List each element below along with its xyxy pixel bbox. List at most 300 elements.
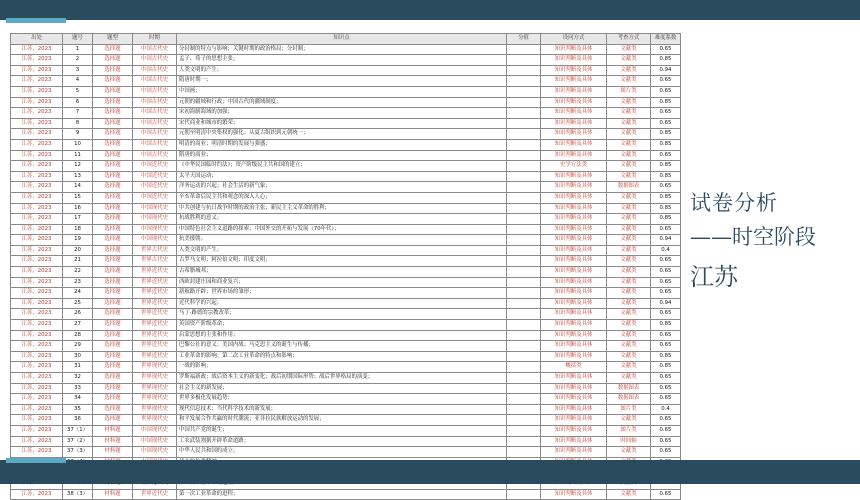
cell-difficulty: 0.85 — [651, 171, 681, 182]
cell-score — [507, 139, 541, 150]
table-row — [11, 362, 681, 373]
table-row — [11, 245, 681, 256]
cell-point: 隋唐时期一； — [177, 76, 507, 87]
table-row — [11, 97, 681, 108]
cell-ability: 文献类 — [607, 277, 651, 288]
cell-period: 世界近代史 — [133, 288, 177, 299]
cell-method: 知识判断及具体 — [541, 192, 607, 203]
cell-difficulty: 0.85 — [651, 97, 681, 108]
cell-type: 选择题 — [93, 97, 133, 108]
cell-type: 选择题 — [93, 309, 133, 320]
cell-type: 选择题 — [93, 351, 133, 362]
cell-type: 选择题 — [93, 404, 133, 415]
cell-point: 新航路开辟；世界市场的雏形； — [177, 288, 507, 299]
table-row — [11, 86, 681, 97]
cell-point: 社会主义的新发展； — [177, 383, 507, 394]
cell-ability: 文献类 — [607, 415, 651, 426]
cell-difficulty: 0.65 — [651, 309, 681, 320]
cell-num: 24 — [63, 288, 93, 299]
cell-type: 选择题 — [93, 192, 133, 203]
cell-method: 知识判断及具体 — [541, 436, 607, 447]
cell-point: 宋初海制海域的加强； — [177, 108, 507, 119]
cell-ability: 文献类 — [607, 235, 651, 246]
cell-ability: 文献类 — [607, 44, 651, 55]
cell-difficulty: 0.4 — [651, 404, 681, 415]
cell-point: 辛亥革命后民主共和观念的深入人心； — [177, 192, 507, 203]
cell-period: 中国现代史 — [133, 447, 177, 458]
cell-method: 知识判断及具体 — [541, 182, 607, 193]
cell-method: 知识判断及具体 — [541, 383, 607, 394]
cell-year: 江苏，2023 — [11, 108, 63, 119]
cell-method: 知识判断及具体 — [541, 129, 607, 140]
cell-period: 中国古代史 — [133, 150, 177, 161]
cell-type: 选择题 — [93, 267, 133, 278]
cell-point: 太平天国运动； — [177, 171, 507, 182]
cell-num: 19 — [63, 235, 93, 246]
cell-difficulty: 0.65 — [651, 118, 681, 129]
cell-ability: 时间轴 — [607, 436, 651, 447]
cell-type: 选择题 — [93, 86, 133, 97]
cell-score — [507, 203, 541, 214]
cell-period: 中国古代史 — [133, 108, 177, 119]
cell-period: 中国古代史 — [133, 55, 177, 66]
cell-method: 知识判断及具体 — [541, 309, 607, 320]
cell-point: 工农武装割据开辟革命道路； — [177, 436, 507, 447]
cell-year: 江苏，2023 — [11, 76, 63, 87]
cell-num: 21 — [63, 256, 93, 267]
cell-difficulty: 0.65 — [651, 224, 681, 235]
cell-method: 知识判断及具体 — [541, 288, 607, 299]
table-row — [11, 298, 681, 309]
cell-period: 中国现代史 — [133, 214, 177, 225]
cell-difficulty: 0.65 — [651, 150, 681, 161]
cell-method: 知识判断及具体 — [541, 76, 607, 87]
cell-num: 23 — [63, 277, 93, 288]
cell-method: 知识判断及具体 — [541, 330, 607, 341]
cell-score — [507, 214, 541, 225]
header-ability: 考查方式 — [607, 34, 651, 45]
cell-ability: 文献类 — [607, 214, 651, 225]
cell-ability: 文献类 — [607, 76, 651, 87]
cell-type: 选择题 — [93, 150, 133, 161]
cell-score — [507, 192, 541, 203]
cell-year: 江苏，2023 — [11, 214, 63, 225]
cell-num: 3 — [63, 65, 93, 76]
cell-year: 江苏，2023 — [11, 129, 63, 140]
cell-num: 5 — [63, 86, 93, 97]
cell-year: 江苏，2023 — [11, 65, 63, 76]
cell-year: 江苏，2023 — [11, 171, 63, 182]
cell-num: 26 — [63, 309, 93, 320]
cell-year: 江苏，2023 — [11, 256, 63, 267]
cell-score — [507, 309, 541, 320]
cell-score — [507, 383, 541, 394]
cell-num: 31 — [63, 362, 93, 373]
cell-ability: 文献类 — [607, 55, 651, 66]
cell-num: 17 — [63, 214, 93, 225]
cell-year: 江苏，2023 — [11, 394, 63, 405]
cell-score — [507, 97, 541, 108]
cell-method: 知识判断及具体 — [541, 108, 607, 119]
table-row — [11, 118, 681, 129]
cell-type: 选择题 — [93, 182, 133, 193]
cell-year: 江苏，2023 — [11, 139, 63, 150]
cell-score — [507, 55, 541, 66]
cell-point: 抗战胜利的意义； — [177, 214, 507, 225]
cell-difficulty: 0.65 — [651, 447, 681, 458]
table-row — [11, 341, 681, 352]
cell-point: 罗斯福新政；战后资本主义的新变化；战后初期国际形势；战后世界格局的演变； — [177, 373, 507, 384]
cell-period: 世界近代史 — [133, 351, 177, 362]
cell-year: 江苏，2023 — [11, 404, 63, 415]
cell-score — [507, 394, 541, 405]
cell-point: 人类文明的产生； — [177, 65, 507, 76]
cell-ability: 文献类 — [607, 97, 651, 108]
cell-score — [507, 425, 541, 436]
cell-year: 江苏，2023 — [11, 55, 63, 66]
cell-num: 18 — [63, 224, 93, 235]
cell-type: 选择题 — [93, 118, 133, 129]
bottom-banner — [0, 460, 860, 484]
cell-year: 江苏，2023 — [11, 383, 63, 394]
cell-type: 选择题 — [93, 129, 133, 140]
table-row — [11, 55, 681, 66]
cell-num: 15 — [63, 192, 93, 203]
cell-ability: 文献类 — [607, 267, 651, 278]
cell-num: 2 — [63, 55, 93, 66]
table-header-row — [11, 34, 681, 45]
cell-year: 江苏，2023 — [11, 245, 63, 256]
cell-period: 世界近代史 — [133, 330, 177, 341]
cell-ability: 文献类 — [607, 330, 651, 341]
cell-num: 37（3） — [63, 447, 93, 458]
cell-difficulty: 0.94 — [651, 235, 681, 246]
table-row — [11, 277, 681, 288]
table-row — [11, 373, 681, 384]
cell-period: 中国现代史 — [133, 436, 177, 447]
cell-period: 世界古代史 — [133, 245, 177, 256]
cell-period: 世界近代史 — [133, 320, 177, 331]
cell-ability: 文献类 — [607, 298, 651, 309]
table-row — [11, 235, 681, 246]
cell-difficulty: 0.85 — [651, 214, 681, 225]
cell-period: 中国古代史 — [133, 65, 177, 76]
cell-type: 选择题 — [93, 108, 133, 119]
cell-type: 选择题 — [93, 288, 133, 299]
cell-num: 9 — [63, 129, 93, 140]
table-row — [11, 447, 681, 458]
cell-num: 33 — [63, 383, 93, 394]
cell-ability: 文献类 — [607, 161, 651, 172]
cell-method: 知识判断及具体 — [541, 235, 607, 246]
cell-score — [507, 182, 541, 193]
cell-num: 35 — [63, 404, 93, 415]
cell-num: 14 — [63, 182, 93, 193]
cell-year: 江苏，2023 — [11, 436, 63, 447]
cell-point: 现代信息技术；当代科学技术的新发展； — [177, 404, 507, 415]
cell-period: 世界现代史 — [133, 383, 177, 394]
cell-year: 江苏，2023 — [11, 447, 63, 458]
cell-score — [507, 118, 541, 129]
cell-method: 知识判断及具体 — [541, 256, 607, 267]
cell-year: 江苏，2023 — [11, 203, 63, 214]
cell-method: 概括类 — [541, 362, 607, 373]
cell-score — [507, 489, 541, 500]
cell-type: 选择题 — [93, 55, 133, 66]
cell-num: 25 — [63, 298, 93, 309]
cell-type: 选择题 — [93, 139, 133, 150]
cell-method: 知识判断及具体 — [541, 118, 607, 129]
cell-num: 37（1） — [63, 425, 93, 436]
cell-score — [507, 298, 541, 309]
cell-ability: 文献类 — [607, 309, 651, 320]
cell-num: 32 — [63, 373, 93, 384]
cell-type: 材料题 — [93, 425, 133, 436]
cell-period: 中国古代史 — [133, 118, 177, 129]
cell-point: 古希腊城邦； — [177, 267, 507, 278]
table-row — [11, 44, 681, 55]
table-row — [11, 256, 681, 267]
cell-method: 史学方法类 — [541, 161, 607, 172]
cell-method: 知识判断及具体 — [541, 150, 607, 161]
cell-point: 中国特色社会主义道路的探索；中国外交的开拓与发展（70年代）； — [177, 224, 507, 235]
cell-type: 选择题 — [93, 373, 133, 384]
header-period: 时期 — [133, 34, 177, 45]
cell-type: 选择题 — [93, 65, 133, 76]
cell-method: 知识判断及具体 — [541, 86, 607, 97]
cell-score — [507, 330, 541, 341]
cell-year: 江苏，2023 — [11, 182, 63, 193]
cell-period: 世界现代史 — [133, 415, 177, 426]
cell-period: 中国现代史 — [133, 203, 177, 214]
cell-period: 中国近代史 — [133, 182, 177, 193]
cell-method: 知识判断及具体 — [541, 97, 607, 108]
table-row — [11, 161, 681, 172]
cell-difficulty: 0.65 — [651, 373, 681, 384]
table-row — [11, 288, 681, 299]
cell-period: 中国古代史 — [133, 139, 177, 150]
cell-year: 江苏，2023 — [11, 330, 63, 341]
table-row — [11, 320, 681, 331]
table-row — [11, 436, 681, 447]
cell-ability: 文献类 — [607, 171, 651, 182]
cell-difficulty: 0.65 — [651, 436, 681, 447]
cell-difficulty: 0.85 — [651, 320, 681, 331]
cell-method: 知识判断及具体 — [541, 267, 607, 278]
cell-method: 知识判断及具体 — [541, 404, 607, 415]
cell-num: 28 — [63, 330, 93, 341]
cell-num: 37（2） — [63, 436, 93, 447]
cell-type: 选择题 — [93, 277, 133, 288]
cell-year: 江苏，2023 — [11, 118, 63, 129]
cell-method: 知识判断及具体 — [541, 214, 607, 225]
cell-type: 选择题 — [93, 235, 133, 246]
cell-difficulty: 0.65 — [651, 277, 681, 288]
title-line-3: 江苏 — [690, 263, 738, 291]
cell-period: 世界现代史 — [133, 404, 177, 415]
cell-score — [507, 277, 541, 288]
cell-point: 古罗马文明；阿拉伯文明；印度文明； — [177, 256, 507, 267]
cell-method: 知识判断及具体 — [541, 489, 607, 500]
header-score: 分值 — [507, 34, 541, 45]
cell-year: 江苏，2023 — [11, 161, 63, 172]
cell-period: 世界现代史 — [133, 373, 177, 384]
cell-type: 选择题 — [93, 341, 133, 352]
analysis-table — [10, 33, 681, 500]
cell-point: 分封制的特点与影响；关键时期的政治格局；分封制； — [177, 44, 507, 55]
cell-period: 世界现代史 — [133, 394, 177, 405]
cell-point: 世界多极化发展趋势； — [177, 394, 507, 405]
cell-difficulty: 0.85 — [651, 192, 681, 203]
cell-ability: 文献类 — [607, 341, 651, 352]
cell-period: 世界近代史 — [133, 489, 177, 500]
cell-point: 洋务运动的兴起；社会生活的新气象； — [177, 182, 507, 193]
cell-year: 江苏，2023 — [11, 267, 63, 278]
cell-num: 10 — [63, 139, 93, 150]
cell-num: 11 — [63, 150, 93, 161]
cell-difficulty: 0.65 — [651, 394, 681, 405]
cell-type: 材料题 — [93, 436, 133, 447]
cell-year: 江苏，2023 — [11, 320, 63, 331]
table-body — [11, 44, 681, 500]
cell-ability: 文献类 — [607, 489, 651, 500]
cell-period: 中国古代史 — [133, 129, 177, 140]
cell-num: 27 — [63, 320, 93, 331]
cell-num: 4 — [63, 76, 93, 87]
cell-difficulty: 0.65 — [651, 86, 681, 97]
cell-period: 中国现代史 — [133, 425, 177, 436]
table-row — [11, 139, 681, 150]
cell-score — [507, 108, 541, 119]
cell-difficulty: 0.65 — [651, 383, 681, 394]
cell-type: 选择题 — [93, 224, 133, 235]
cell-difficulty: 0.65 — [651, 425, 681, 436]
cell-score — [507, 171, 541, 182]
cell-score — [507, 76, 541, 87]
cell-ability: 文献类 — [607, 320, 651, 331]
table-row — [11, 404, 681, 415]
side-title — [690, 188, 855, 294]
table-row — [11, 203, 681, 214]
table-row — [11, 489, 681, 500]
cell-point: 中国画； — [177, 86, 507, 97]
cell-period: 世界近代史 — [133, 277, 177, 288]
cell-type: 选择题 — [93, 383, 133, 394]
cell-method: 知识判断及具体 — [541, 394, 607, 405]
cell-type: 选择题 — [93, 76, 133, 87]
cell-point: 英国资产阶级革命； — [177, 320, 507, 331]
cell-ability: 文献类 — [607, 373, 651, 384]
cell-difficulty: 0.65 — [651, 108, 681, 119]
cell-period: 中国古代史 — [133, 86, 177, 97]
cell-method: 知识判断及具体 — [541, 245, 607, 256]
cell-type: 材料题 — [93, 447, 133, 458]
table-row — [11, 383, 681, 394]
cell-num: 36 — [63, 415, 93, 426]
cell-ability: 文献类 — [607, 224, 651, 235]
cell-point: 《中华民国临时约法》；资产阶级民主共和国的建立； — [177, 161, 507, 172]
cell-difficulty: 0.94 — [651, 65, 681, 76]
cell-difficulty: 0.65 — [651, 288, 681, 299]
cell-ability: 文献类 — [607, 351, 651, 362]
cell-period: 世界现代史 — [133, 362, 177, 373]
cell-point: 西欧封建庄园和商业复兴； — [177, 277, 507, 288]
cell-ability: 文献类 — [607, 65, 651, 76]
cell-type: 选择题 — [93, 256, 133, 267]
cell-score — [507, 129, 541, 140]
cell-num: 8 — [63, 118, 93, 129]
cell-score — [507, 86, 541, 97]
cell-year: 江苏，2023 — [11, 150, 63, 161]
cell-ability: 数据图表 — [607, 383, 651, 394]
cell-ability: 文献类 — [607, 129, 651, 140]
cell-difficulty: 0.65 — [651, 415, 681, 426]
cell-score — [507, 65, 541, 76]
cell-difficulty: 0.85 — [651, 362, 681, 373]
cell-score — [507, 44, 541, 55]
cell-point: 元朝至明清中央集权的强化；从夏古组织到元朝统一； — [177, 129, 507, 140]
cell-period: 中国现代史 — [133, 224, 177, 235]
cell-score — [507, 341, 541, 352]
table-row — [11, 351, 681, 362]
table-row — [11, 214, 681, 225]
cell-num: 13 — [63, 171, 93, 182]
cell-difficulty: 0.65 — [651, 76, 681, 87]
cell-point: 近代科学的兴起； — [177, 298, 507, 309]
cell-score — [507, 161, 541, 172]
cell-num: 12 — [63, 161, 93, 172]
cell-difficulty: 0.85 — [651, 351, 681, 362]
cell-ability: 文献类 — [607, 256, 651, 267]
cell-score — [507, 415, 541, 426]
cell-ability: 文献类 — [607, 245, 651, 256]
cell-num: 30 — [63, 351, 93, 362]
cell-method: 知识判断及具体 — [541, 224, 607, 235]
cell-year: 江苏，2023 — [11, 224, 63, 235]
cell-period: 世界近代史 — [133, 298, 177, 309]
cell-type: 选择题 — [93, 320, 133, 331]
cell-year: 江苏，2023 — [11, 351, 63, 362]
cell-num: 34 — [63, 394, 93, 405]
cell-period: 世界近代史 — [133, 309, 177, 320]
cell-score — [507, 373, 541, 384]
header-point: 知识点 — [177, 34, 507, 45]
table-row — [11, 65, 681, 76]
cell-difficulty: 0.85 — [651, 129, 681, 140]
cell-type: 选择题 — [93, 362, 133, 373]
cell-period: 中国近代史 — [133, 171, 177, 182]
cell-year: 江苏，2023 — [11, 298, 63, 309]
cell-period: 中国近代史 — [133, 161, 177, 172]
bottom-accent-stripe — [6, 458, 66, 463]
cell-period: 世界近代史 — [133, 267, 177, 278]
title-line-1: 试卷分析 — [690, 191, 778, 215]
cell-year: 江苏，2023 — [11, 489, 63, 500]
cell-method: 知识判断及具体 — [541, 65, 607, 76]
cell-ability: 文献类 — [607, 362, 651, 373]
cell-type: 选择题 — [93, 161, 133, 172]
cell-ability: 文献类 — [607, 192, 651, 203]
table-row — [11, 171, 681, 182]
cell-ability: 图片类 — [607, 425, 651, 436]
cell-score — [507, 288, 541, 299]
cell-point: 人类文明的产生； — [177, 245, 507, 256]
cell-method: 知识判断及具体 — [541, 351, 607, 362]
cell-point: 中共创建与抗日战争时期的政治主张；新民主主义革命的胜利； — [177, 203, 507, 214]
table-row — [11, 129, 681, 140]
cell-period: 中国古代史 — [133, 44, 177, 55]
cell-year: 江苏，2023 — [11, 192, 63, 203]
